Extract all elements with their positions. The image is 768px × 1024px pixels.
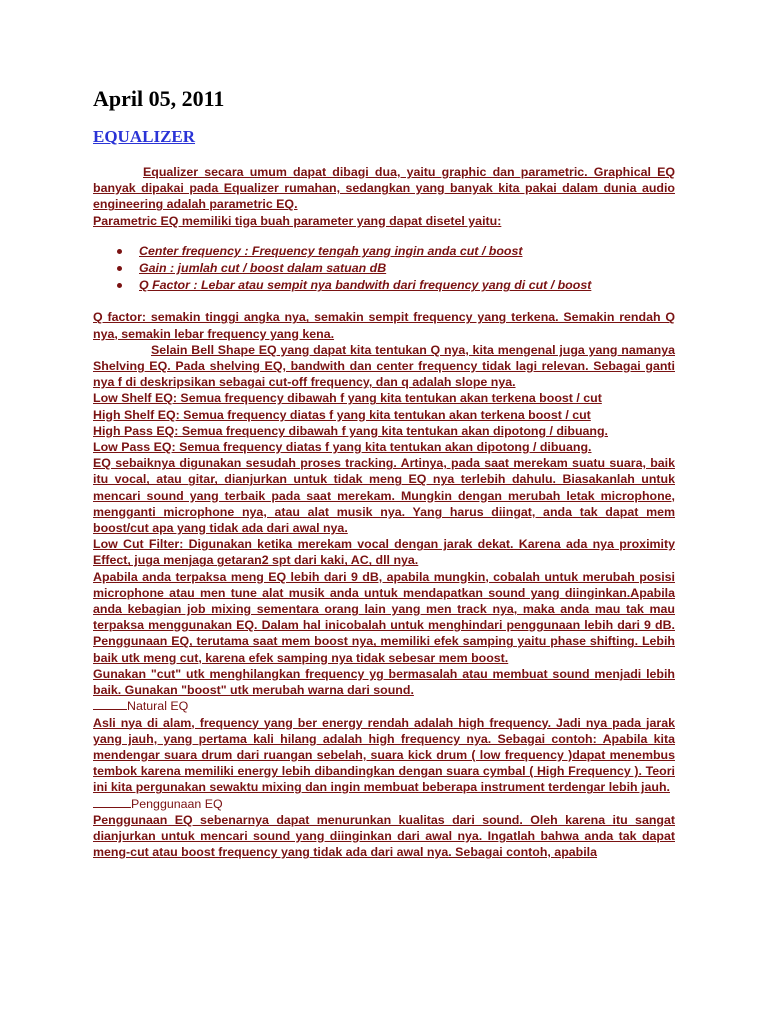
list-item-text: Q Factor : Lebar atau sempit nya bandwith dari frequency yang di cut / boost bbox=[139, 278, 592, 293]
bell-shape-paragraph bbox=[93, 342, 675, 391]
low-cut-paragraph: Low Cut Filter: Digunakan ketika merekam vocal dengan jarak dekat. Karena ada nya proximity Effect, juga menjaga getaran2 spt dari kaki, AC, dll nya. bbox=[93, 537, 675, 568]
underline-lead bbox=[93, 797, 131, 808]
bullet-icon bbox=[117, 266, 122, 271]
tracking-paragraph: EQ sebaiknya digunakan sesudah proses tracking. Artinya, pada saat merekam suatu suara, baik itu vocal, atau gitar, dianjurkan untuk tidak meng EQ nya terlebih dahulu. Biasakanlah untuk mencari sound yang terbaik pada saat merekam. Mungkin dengan merubah letak microphone, mengganti microphone nya, atau alat musik nya. Yang harus diingat, anda tak dapat mem boost/cut apa yang tidak ada dari awal nya. bbox=[93, 456, 675, 536]
list-item bbox=[93, 260, 675, 276]
list-item bbox=[93, 277, 675, 293]
intro-paragraph bbox=[93, 164, 675, 213]
intro-text: Equalizer secara umum dapat dibagi dua, yaitu graphic dan parametric. Graphical EQ banyak dipakai pada Equalizer rumahan, sedangkan yang banyak kita pakai dalam dunia audio engineering adalah parametric EQ. bbox=[93, 165, 675, 212]
bullet-icon bbox=[117, 249, 122, 254]
penggunaan-eq-heading-text: Penggunaan EQ bbox=[131, 796, 223, 811]
high-pass-line: High Pass EQ: Semua frequency dibawah f yang kita tentukan akan dipotong / dibuang. bbox=[93, 423, 608, 438]
low-pass-line: Low Pass EQ: Semua frequency diatas f yang kita tentukan akan dipotong / dibuang. bbox=[93, 440, 592, 455]
parametric-line: Parametric EQ memiliki tiga buah parameter yang dapat disetel yaitu: bbox=[93, 213, 502, 228]
natural-eq-paragraph: Asli nya di alam, frequency yang ber energy rendah adalah high frequency. Jadi nya pada jarak yang jauh, yang pertama kali hilang adalah high frequency nya. Sebagai contoh: Apabila kita mendengar suara drum dari ruangan sebelah, suara kick drum ( low frequency )dapat menembus tembok karena memiliki energy lebih dibandingkan dengan suara cymbal ( High Frequency ). Teori ini kita pergunakan sewaktu mixing dan ingin membuat beberapa instrument terdengar lebih jauh. bbox=[93, 715, 675, 795]
penggunaan-eq-paragraph: Penggunaan EQ sebenarnya dapat menurunkan kualitas dari sound. Oleh karena itu sangat dianjurkan untuk mencari sound yang diinginkan dari awal nya. Ingatlah bahwa anda tak dapat meng-cut atau boost frequency yang tidak ada dari awal nya. Sebagai contoh, apabila bbox=[93, 812, 675, 860]
q-factor-paragraph: Q factor: semakin tinggi angka nya, semakin sempit frequency yang terkena. Semakin rendah Q nya, semakin lebar frequency yang kena. bbox=[93, 310, 675, 341]
apabila-paragraph: Apabila anda terpaksa meng EQ lebih dari 9 dB, apabila mungkin, cobalah untuk merubah posisi microphone atau men tune alat musik anda untuk mendapatkan sound yang diinginkan.Apabila anda kebagian job mixing sementara orang lain yang men track nya, maka anda mau tak mau terpaksa menggunakan EQ. Dalam hal inicobalah untuk menghindari penggunaan lebih dari 9 dB. Penggunaan EQ, terutama saat mem boost nya, memiliki efek samping yaitu phase shifting. Lebih baik utk meng cut, karena efek samping nya tidak sebesar mem boost. bbox=[93, 569, 675, 665]
bell-shape-text: Selain Bell Shape EQ yang dapat kita tentukan Q nya, kita mengenal juga yang namanya Shelving EQ. Pada shelving EQ, bandwith dan center frequency tidak lagi relevan. Sebagai ganti nya f di deskripsikan sebagai cut-off frequency, dan q adalah slope nya. bbox=[93, 342, 675, 390]
post-title-link[interactable]: EQUALIZER bbox=[93, 127, 196, 146]
list-item-text: Center frequency : Frequency tengah yang ingin anda cut / boost bbox=[139, 243, 523, 258]
article-body bbox=[93, 164, 675, 860]
low-shelf-line: Low Shelf EQ: Semua frequency dibawah f yang kita tentukan akan terkena boost / cut bbox=[93, 391, 602, 406]
underline-lead bbox=[93, 699, 127, 710]
high-shelf-line: High Shelf EQ: Semua frequency diatas f yang kita tentukan akan terkena boost / cut bbox=[93, 407, 591, 422]
parameter-list bbox=[93, 243, 675, 294]
post-date: April 05, 2011 bbox=[93, 86, 225, 111]
list-item bbox=[93, 243, 675, 259]
gunakan-paragraph: Gunakan "cut" utk menghilangkan frequency yg bermasalah atau membuat sound menjadi lebih baik. Gunakan "boost" utk merubah warna dari sound. bbox=[93, 666, 675, 698]
penggunaan-eq-heading bbox=[93, 796, 675, 812]
list-item-text: Gain : jumlah cut / boost dalam satuan dB bbox=[139, 261, 387, 276]
natural-eq-heading-text: Natural EQ bbox=[127, 699, 189, 714]
bullet-icon bbox=[117, 283, 122, 288]
natural-eq-heading bbox=[93, 698, 675, 714]
